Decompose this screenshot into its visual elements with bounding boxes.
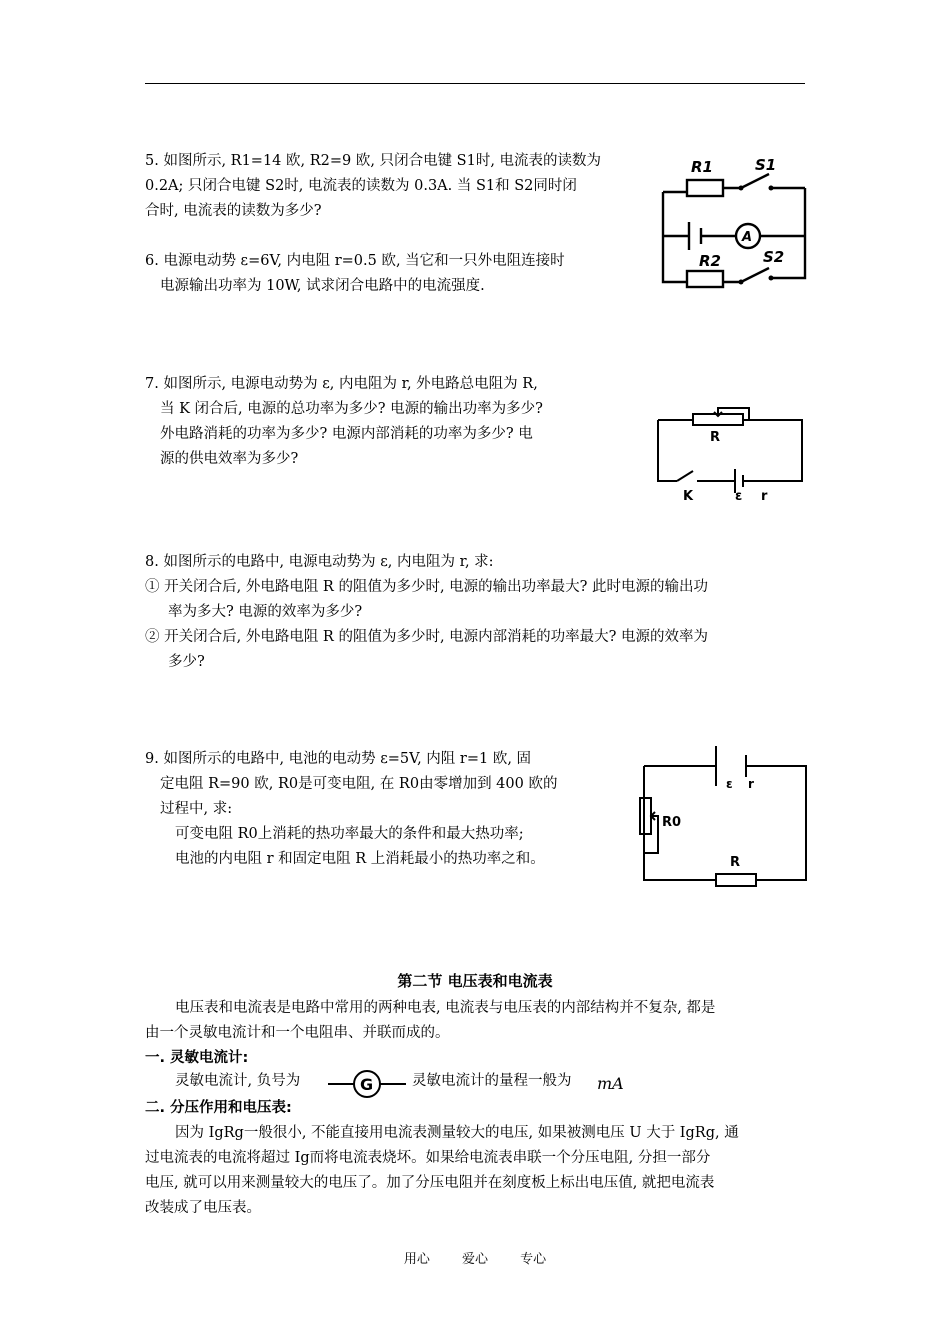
voltmeter-p1: 因为 IgRg一般很小, 不能直接用电流表测量较大的电压, 如果被测电压 U 大于 IgRg, 通 (175, 1125, 739, 1141)
galvanometer-unit: mA (597, 1074, 624, 1093)
galvanometer-symbol (328, 1068, 406, 1100)
circuit-figure-3 (638, 740, 814, 890)
galvanometer-line-b: 灵敏电流计的量程一般为 (412, 1073, 572, 1089)
fig1-r2-label: R2 (699, 252, 721, 270)
fig3-r-internal-label: r (748, 777, 754, 791)
q9-line-2: 定电阻 R=90 欧, R0是可变电阻, 在 R0由零增加到 400 欧的 (160, 776, 558, 792)
fig2-r-internal-label: r (761, 489, 768, 504)
q7-line-2: 当 K 闭合后, 电源的总功率为多少? 电源的输出功率为多少? (160, 401, 543, 417)
fig1-ammeter-label: A (742, 230, 753, 245)
q8-line-4: ② 开关闭合后, 外电路电阻 R 的阻值为多少时, 电源内部消耗的功率最大? 电源的效率为 (145, 629, 709, 645)
fig2-r-label: R (710, 430, 721, 445)
q7-line-4: 源的供电效率为多少? (160, 451, 299, 467)
q8-line-5: 多少? (168, 654, 205, 670)
voltmeter-p4: 改装成了电压表。 (145, 1200, 261, 1216)
q5-line-1: 5. 如图所示, R1=14 欧, R2=9 欧, 只闭合电键 S1时, 电流表的读数为 (145, 153, 602, 169)
q9-line-1: 9. 如图所示的电路中, 电池的电动势 ε=5V, 内阻 r=1 欧, 固 (145, 751, 532, 767)
heading-voltmeter: 二. 分压作用和电压表: (145, 1100, 292, 1116)
page-footer (0, 1248, 950, 1267)
fig3-r-label: R (730, 855, 741, 870)
circuit-figure-2 (655, 405, 805, 505)
fig1-s2-label: S2 (763, 248, 785, 266)
q7-line-3: 外电路消耗的功率为多少? 电源内部消耗的功率为多少? 电 (160, 426, 533, 442)
galvanometer-line-a: 灵敏电流计, 负号为 (175, 1073, 301, 1089)
section-intro-2: 由一个灵敏电流计和一个电阻串、并联而成的。 (145, 1025, 450, 1041)
q8-line-1: 8. 如图所示的电路中, 电源电动势为 ε, 内电阻为 r, 求: (145, 554, 494, 570)
fig3-r0-label: R0 (662, 815, 682, 830)
galvanometer-g-label: G (360, 1075, 374, 1094)
fig2-emf-label: ε (735, 489, 743, 504)
fig3-emf-label: ε (726, 777, 733, 791)
q7-line-1: 7. 如图所示, 电源电动势为 ε, 内电阻为 r, 外电路总电阻为 R, (145, 376, 538, 392)
circuit-figure-1 (655, 150, 815, 290)
q9-line-3: 过程中, 求: (160, 801, 233, 817)
footer-text-1: 用心 (403, 1252, 430, 1267)
q8-line-3: 率为多大? 电源的效率为多少? (168, 604, 363, 620)
footer-text-3: 专心 (520, 1252, 547, 1267)
footer-text-2: 爱心 (461, 1252, 488, 1267)
section-title: 第二节 电压表和电流表 (397, 972, 553, 990)
q8-line-2: ① 开关闭合后, 外电路电阻 R 的阻值为多少时, 电源的输出功率最大? 此时电源的输出功 (145, 579, 709, 595)
q9-line-5: 电池的内电阻 r 和固定电阻 R 上消耗最小的热功率之和。 (175, 851, 545, 867)
q6-line-2: 电源输出功率为 10W, 试求闭合电路中的电流强度. (160, 278, 485, 294)
section-intro-1: 电压表和电流表是电路中常用的两种电表, 电流表与电压表的内部结构并不复杂, 都是 (175, 1000, 716, 1016)
q9-line-4: 可变电阻 R0上消耗的热功率最大的条件和最大热功率; (175, 826, 524, 842)
fig1-s1-label: S1 (755, 156, 777, 174)
fig1-r1-label: R1 (691, 158, 713, 176)
header-rule (145, 83, 805, 84)
fig2-k-label: K (683, 489, 694, 504)
q5-line-3: 合时, 电流表的读数为多少? (145, 203, 322, 219)
heading-galvanometer: 一. 灵敏电流计: (145, 1050, 249, 1066)
q5-line-2: 0.2A; 只闭合电键 S2时, 电流表的读数为 0.3A. 当 S1和 S2同时闭 (145, 178, 577, 194)
voltmeter-p2: 过电流表的电流将超过 Ig而将电流表烧坏。如果给电流表串联一个分压电阻, 分担一部分 (145, 1150, 711, 1166)
voltmeter-p3: 电压, 就可以用来测量较大的电压了。加了分压电阻并在刻度板上标出电压值, 就把电流表 (145, 1175, 715, 1191)
q6-line-1: 6. 电源电动势 ε=6V, 内电阻 r=0.5 欧, 当它和一只外电阻连接时 (145, 253, 565, 269)
